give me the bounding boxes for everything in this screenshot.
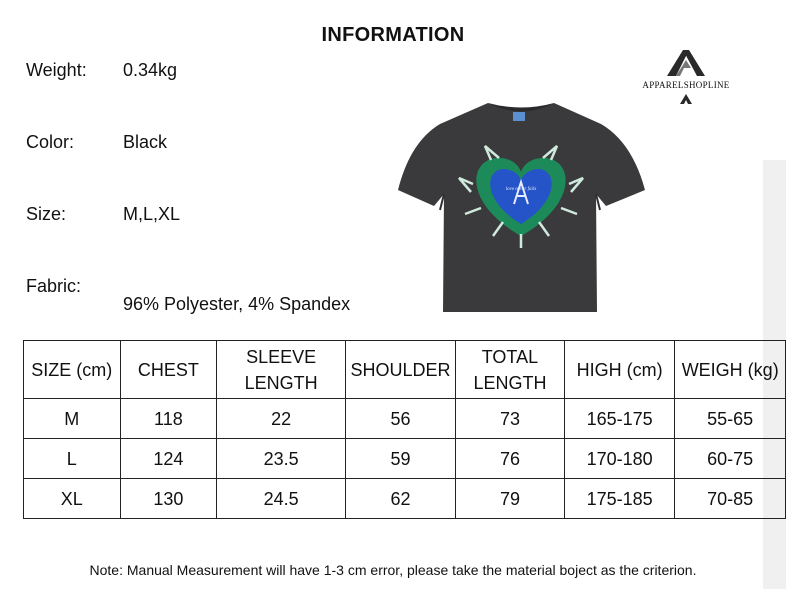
brand-mark-icon bbox=[680, 94, 692, 104]
table-header-row bbox=[24, 341, 786, 399]
color-label: Color: bbox=[26, 132, 75, 152]
page-title: INFORMATION bbox=[321, 24, 465, 46]
header-chest: CHEST bbox=[120, 341, 217, 399]
cell-high: 165-175 bbox=[564, 399, 674, 439]
size-table bbox=[23, 340, 786, 519]
cell-chest: 118 bbox=[120, 399, 217, 439]
cell-size: XL bbox=[24, 479, 121, 519]
cell-sleeve: 24.5 bbox=[217, 479, 346, 519]
fabric-label: Fabric: bbox=[26, 276, 82, 296]
cell-total-length: 76 bbox=[455, 439, 564, 479]
size-label: Size: bbox=[26, 204, 67, 224]
header-high: HIGH (cm) bbox=[564, 341, 674, 399]
heart-graphic-text: love never fails bbox=[505, 187, 537, 192]
size-value: M,L,XL bbox=[123, 204, 181, 224]
tshirt-image bbox=[396, 98, 646, 314]
measurement-note: Note: Manual Measurement will have 1-3 cm error, please take the material boject as the criterion. bbox=[89, 562, 697, 578]
cell-weigh: 55-65 bbox=[675, 399, 786, 439]
header-sleeve-length: SLEEVE LENGTH bbox=[217, 341, 346, 399]
fabric-value: 96% Polyester, 4% Spandex bbox=[123, 294, 351, 314]
header-total-length: TOTAL LENGTH bbox=[455, 341, 564, 399]
color-value: Black bbox=[123, 132, 168, 152]
brand-logo-text: APPARELSHOPLINE bbox=[642, 80, 730, 90]
weight-value: 0.34kg bbox=[123, 60, 178, 80]
cell-sleeve: 23.5 bbox=[217, 439, 346, 479]
cell-shoulder: 62 bbox=[346, 479, 456, 519]
table-row bbox=[24, 439, 786, 479]
cell-sleeve: 22 bbox=[217, 399, 346, 439]
brand-logo-icon bbox=[636, 46, 736, 80]
header-size: SIZE (cm) bbox=[24, 341, 121, 399]
cell-chest: 130 bbox=[120, 479, 217, 519]
cell-chest: 124 bbox=[120, 439, 217, 479]
cell-total-length: 79 bbox=[455, 479, 564, 519]
brand-logo bbox=[636, 46, 736, 106]
cell-shoulder: 56 bbox=[346, 399, 456, 439]
cell-high: 170-180 bbox=[564, 439, 674, 479]
table-row bbox=[24, 399, 786, 439]
cell-weigh: 60-75 bbox=[675, 439, 786, 479]
cell-weigh: 70-85 bbox=[675, 479, 786, 519]
cell-total-length: 73 bbox=[455, 399, 564, 439]
table-row bbox=[24, 479, 786, 519]
cell-high: 175-185 bbox=[564, 479, 674, 519]
cell-size: L bbox=[24, 439, 121, 479]
neck-label-icon bbox=[513, 112, 525, 121]
product-image bbox=[396, 98, 646, 314]
weight-label: Weight: bbox=[26, 60, 87, 80]
header-weigh: WEIGH (kg) bbox=[675, 341, 786, 399]
cell-shoulder: 59 bbox=[346, 439, 456, 479]
cell-size: M bbox=[24, 399, 121, 439]
header-shoulder: SHOULDER bbox=[346, 341, 456, 399]
